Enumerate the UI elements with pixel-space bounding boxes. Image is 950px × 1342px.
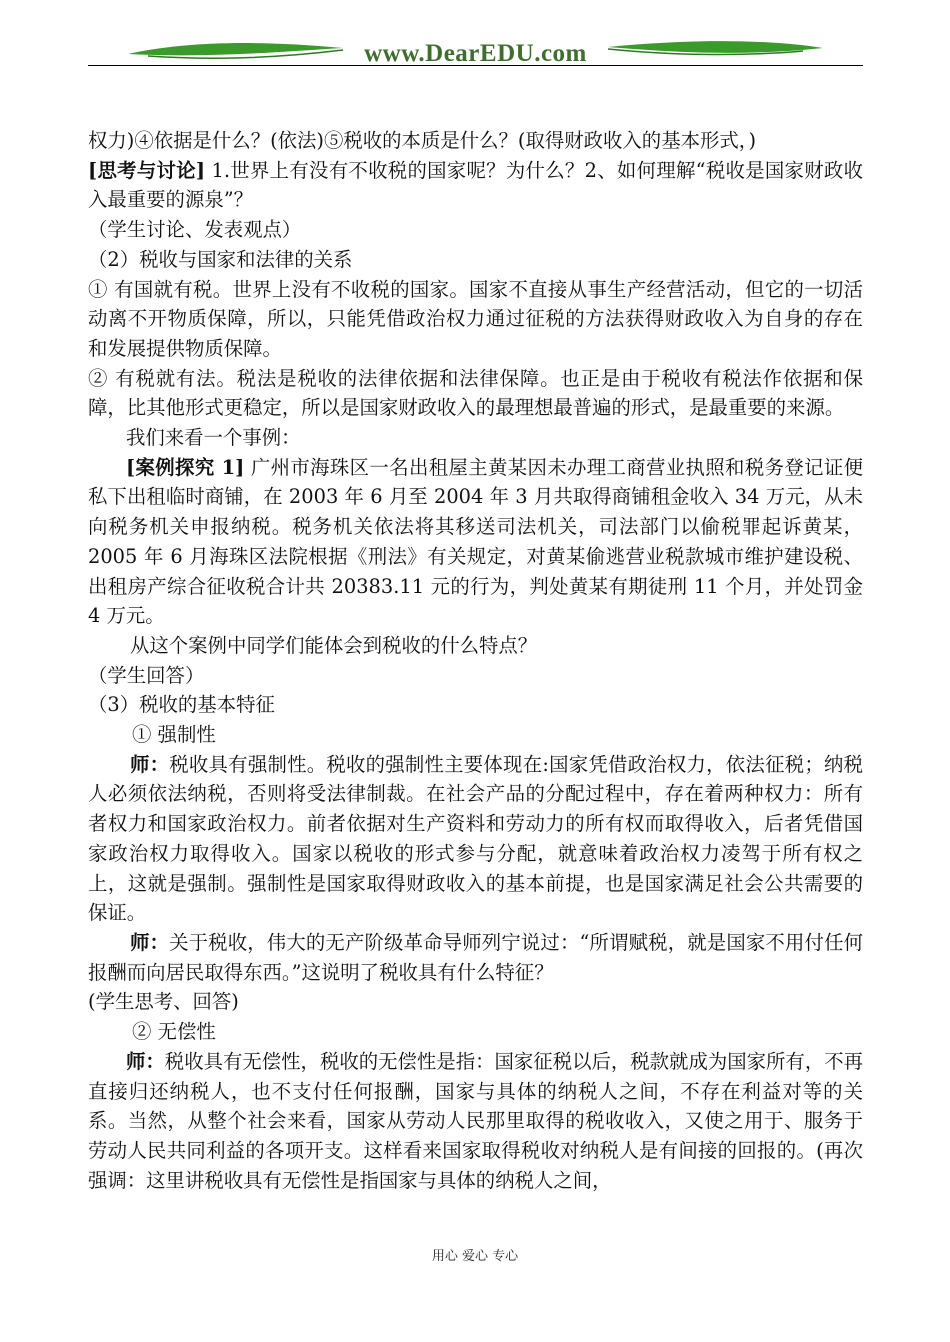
paragraph-text: （学生讨论、发表观点） [88, 218, 302, 242]
paragraph-p8 [88, 453, 863, 631]
paragraph-p10 [88, 661, 863, 691]
page-header [88, 34, 863, 74]
paragraph-p16 [88, 1017, 863, 1047]
paragraph-text: （3）税收的基本特征 [88, 693, 275, 717]
paragraph-text: 税收具有强制性。税收的强制性主要体现在:国家凭借政治权力，依法征税；纳税人必须依法纳税，否则将受法律制裁。在社会产品的分配过程中，存在着两种权力：所有者权力和国家政治权力。前者依据对生产资料和劳动力的所有权而取得收入，后者凭借国家政治权力取得收入。国家以税收的形式参与分配，就意味着政治权力凌驾于所有权之上，这就是强制。强制性是国家取得财政收入的基本前提，也是国家满足社会公共需要的保证。 [88, 752, 863, 925]
paragraph-text: (学生思考、回答) [88, 990, 239, 1014]
paragraph-text: ① 有国就有税。世界上没有不收税的国家。国家不直接从事生产经营活动，但它的一切活动离不开物质保障，所以，只能凭借政治权力通过征税的方法获得财政收入为自身的存在和发展提供物质保障。 [88, 277, 863, 360]
paragraph-p14 [88, 928, 863, 987]
paragraph-p5 [88, 275, 863, 364]
paragraph-text: 从这个案例中同学们能体会到税收的什么特点？ [130, 633, 538, 657]
paragraph-bold-label: [思考与讨论] [88, 158, 206, 182]
site-logo: www.DearEDU.com [364, 40, 587, 67]
paragraph-text: 广州市海珠区一名出租屋主黄某因未办理工商营业执照和税务登记证便私下出租临时商铺，在 2003 年 6 月至 2004 年 3 月共取得商铺租金收入 34 万元，从未向税务机关申报纳税。税务机关依法将其移送司法机关，司法部门以偷税罪起诉黄某，2005 年 6 月海珠区法院根据《刑法》有关规定，对黄某偷逃营业税款城市维护建设税、出租房产综合征收税合计共 20383.11 元的行为，判处黄某有期徒刑 11 个月，并处罚金 4 万元。 [88, 455, 863, 628]
paragraph-text: ② 有税就有法。税法是税收的法律依据和法律保障。也正是由于税收有税法作依据和保障，比其他形式更稳定，所以是国家财政收入的最理想最普遍的形式，是最重要的来源。 [88, 366, 863, 420]
paragraph-p6 [88, 364, 863, 423]
paragraph-p4 [88, 245, 863, 275]
paragraph-p13 [88, 750, 863, 928]
paragraph-bold-label: [案例探究 1] [126, 455, 245, 479]
paragraph-p15 [88, 987, 863, 1017]
paragraph-p12 [88, 720, 863, 750]
paragraph-p1 [88, 126, 863, 156]
page-footer: 用心 爱心 专心 [431, 1249, 519, 1264]
paragraph-text: ① 强制性 [132, 723, 216, 747]
paragraph-p11 [88, 690, 863, 720]
header-divider [88, 65, 863, 66]
paragraph-text: 1.世界上有没有不收税的国家呢？为什么？2、如何理解“税收是国家财政收入最重要的源泉”？ [88, 158, 863, 212]
paragraph-p7 [88, 423, 863, 453]
paragraph-text: （2）税收与国家和法律的关系 [88, 247, 353, 271]
paragraph-text: 权力)④依据是什么？(依法)⑤税收的本质是什么？(取得财政收入的基本形式，) [88, 129, 757, 152]
paragraph-p9 [88, 631, 863, 661]
paragraph-text: （学生回答） [88, 663, 205, 687]
paragraph-bold-label: 师： [126, 1049, 165, 1073]
paragraph-bold-label: 师： [130, 930, 170, 954]
paragraph-bold-label: 师： [130, 752, 170, 776]
paragraph-text: 关于税收，伟大的无产阶级革命导师列宁说过：“所谓赋税，就是国家不用付任何报酬而向居民取得东西。”这说明了税收具有什么特征？ [88, 930, 863, 984]
paragraph-text: ② 无偿性 [132, 1020, 216, 1044]
paragraph-text: 税收具有无偿性，税收的无偿性是指：国家征税以后，税款就成为国家所有，不再直接归还纳税人，也不支付任何报酬，国家与具体的纳税人之间，不存在利益对等的关系。当然，从整个社会来看，国家从劳动人民那里取得的税收收入，又使之用于、服务于劳动人民共同利益的各项开支。这样看来国家取得税收对纳税人是有间接的回报的。(再次强调：这里讲税收具有无偿性是指国家与具体的纳税人之间， [88, 1049, 864, 1192]
paragraph-p2 [88, 156, 863, 215]
paragraph-p3 [88, 215, 863, 245]
document-body [88, 126, 863, 1195]
paragraph-text: 我们来看一个事例： [126, 426, 301, 450]
paragraph-p17 [88, 1047, 863, 1196]
